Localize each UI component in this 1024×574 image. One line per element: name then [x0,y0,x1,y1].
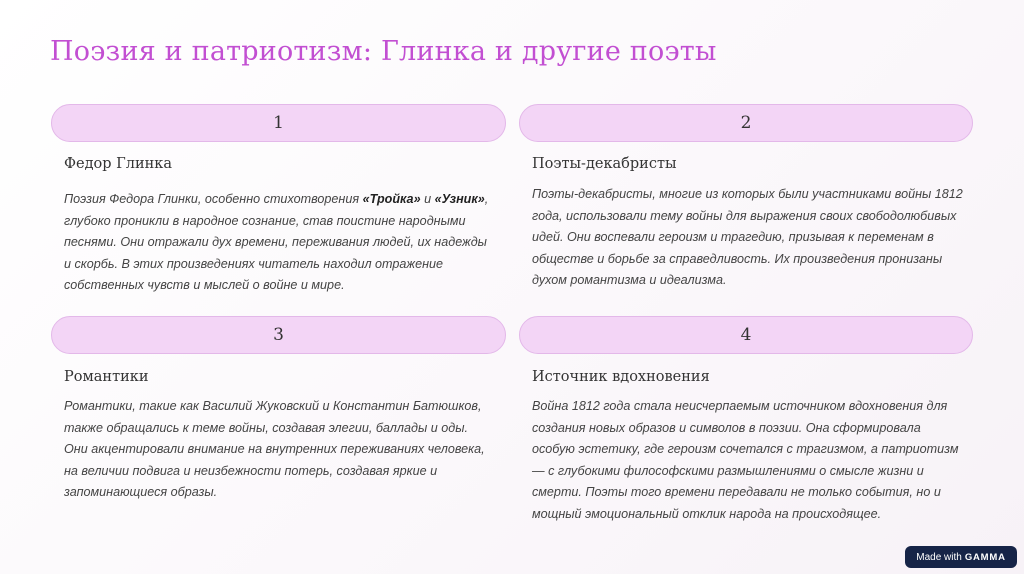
card-3-body: Романтики, такие как Василий Жуковский и Константин Батюшков, также обращались к теме войны, создавая элегии, баллады и оды. Они акцентировали внимание на внутренних переживаниях человека, на величии подвига и неизбежности потерь, создавая яркие и запоминающиеся образы. [64,399,485,499]
card-2-heading: Поэты-декабристы [532,156,677,172]
card-1-body-text-a: Поэзия Федора Глинки, особенно стихотворения [64,192,363,206]
card-1-number-pill: 1 [51,104,506,142]
card-4-number-pill: 4 [519,316,973,354]
card-1-body-text-c: , глубоко проникли в народное сознание, став поистине народными песнями. Они отражали дух времени, переживания людей, их надежды и скорбь. В этих произведениях читатель находил отражение собственных чувств и мыслей о войне и мире. [64,192,489,292]
card-3-heading: Романтики [64,369,149,385]
gamma-logo: GAMMA [964,551,1006,563]
card-1-body-text-b: и [420,192,435,206]
card-4-heading: Источник вдохновения [532,369,710,385]
card-4-body: Война 1812 года стала неисчерпаемым источником вдохновения для создания новых образов и символов в поэзии. Она сформировала особую эстетику, где героизм сочетался с трагизмом, а патриотизм — с глубокими философскими размышлениями о смысле жизни и смерти. Поэты того времени передавали не только события, но и мощный эмоциональный отклик народа на происходящее. [532,399,959,521]
card-1-body-troika: «Тройка» [362,192,421,206]
card-1-heading: Федор Глинка [64,156,173,172]
card-3-number-pill: 3 [51,316,506,354]
badge-made-with-label: Made with [916,551,962,563]
card-2-body: Поэты-декабристы, многие из которых были участниками войны 1812 года, использовали тему войны для выражения своих свободолюбивых идей. Они воспевали героизм и трагедию, призывая к переменам в обществе и борьбе за справедливость. Их произведения пронизаны духом романтизма и идеализма. [532,187,963,287]
slide-title: Поэзия и патриотизм: Глинка и другие поэты [50,36,717,67]
card-1-body-uznik: «Узник» [434,192,485,206]
made-with-gamma-badge[interactable] [905,546,1017,568]
card-2-number-pill: 2 [519,104,973,142]
card-1-body [64,189,494,297]
